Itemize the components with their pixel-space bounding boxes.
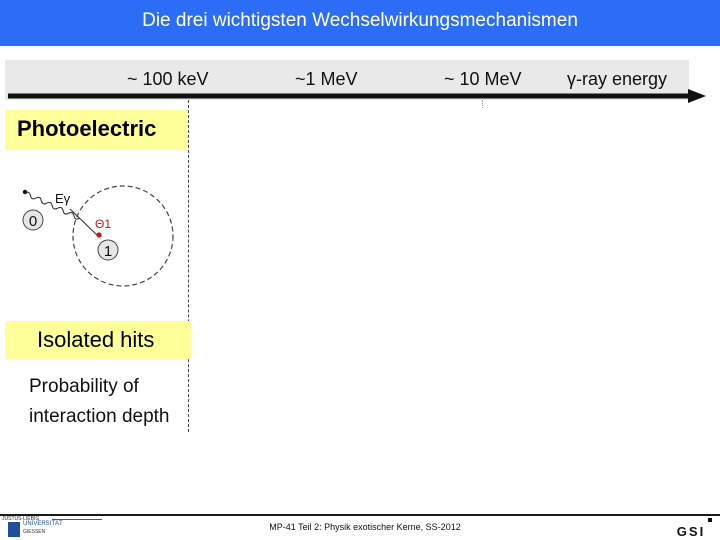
university-logo-name: UNIVERSITÄT xyxy=(23,521,63,527)
slide-title: Die drei wichtigsten Wechselwirkungsmechanismen xyxy=(142,10,578,31)
angle-label: Θ1 xyxy=(95,217,112,231)
photon-energy-label: Eγ xyxy=(55,191,71,206)
university-logo-rule xyxy=(52,519,102,520)
energy-axis-label: γ-ray energy xyxy=(567,69,668,89)
energy-tick-mark xyxy=(482,100,483,108)
university-logo-city: GIESSEN xyxy=(23,529,46,535)
photoelectric-title: Photoelectric xyxy=(17,116,157,141)
probability-line-1: Probability of xyxy=(29,376,139,397)
energy-label-10mev: ~ 10 MeV xyxy=(444,69,522,89)
gsi-logo-text: GSI xyxy=(676,524,706,539)
footer-divider xyxy=(0,514,720,516)
probability-line-2: interaction depth xyxy=(29,406,170,427)
gsi-logo xyxy=(666,518,716,539)
electron-dot xyxy=(96,232,101,237)
energy-divider-line xyxy=(188,100,189,432)
university-logo-top: JUSTUS-LIEBIG xyxy=(2,516,40,522)
isolated-hits-label: Isolated hits xyxy=(37,327,155,352)
energy-label-1mev: ~1 MeV xyxy=(295,69,358,89)
atom-orbit xyxy=(73,186,173,286)
university-logo-icon xyxy=(8,522,20,537)
electron-path xyxy=(70,209,98,236)
photon-source-dot xyxy=(23,190,27,194)
footer-course-text: MP-41 Teil 2: Physik exotischer Kerne, SS-2012 xyxy=(269,522,461,532)
energy-label-100kev: ~ 100 keV xyxy=(127,69,209,89)
energy-axis-arrow xyxy=(8,89,706,103)
state-1-label: 1 xyxy=(103,243,113,260)
state-0-label: 0 xyxy=(28,213,38,230)
